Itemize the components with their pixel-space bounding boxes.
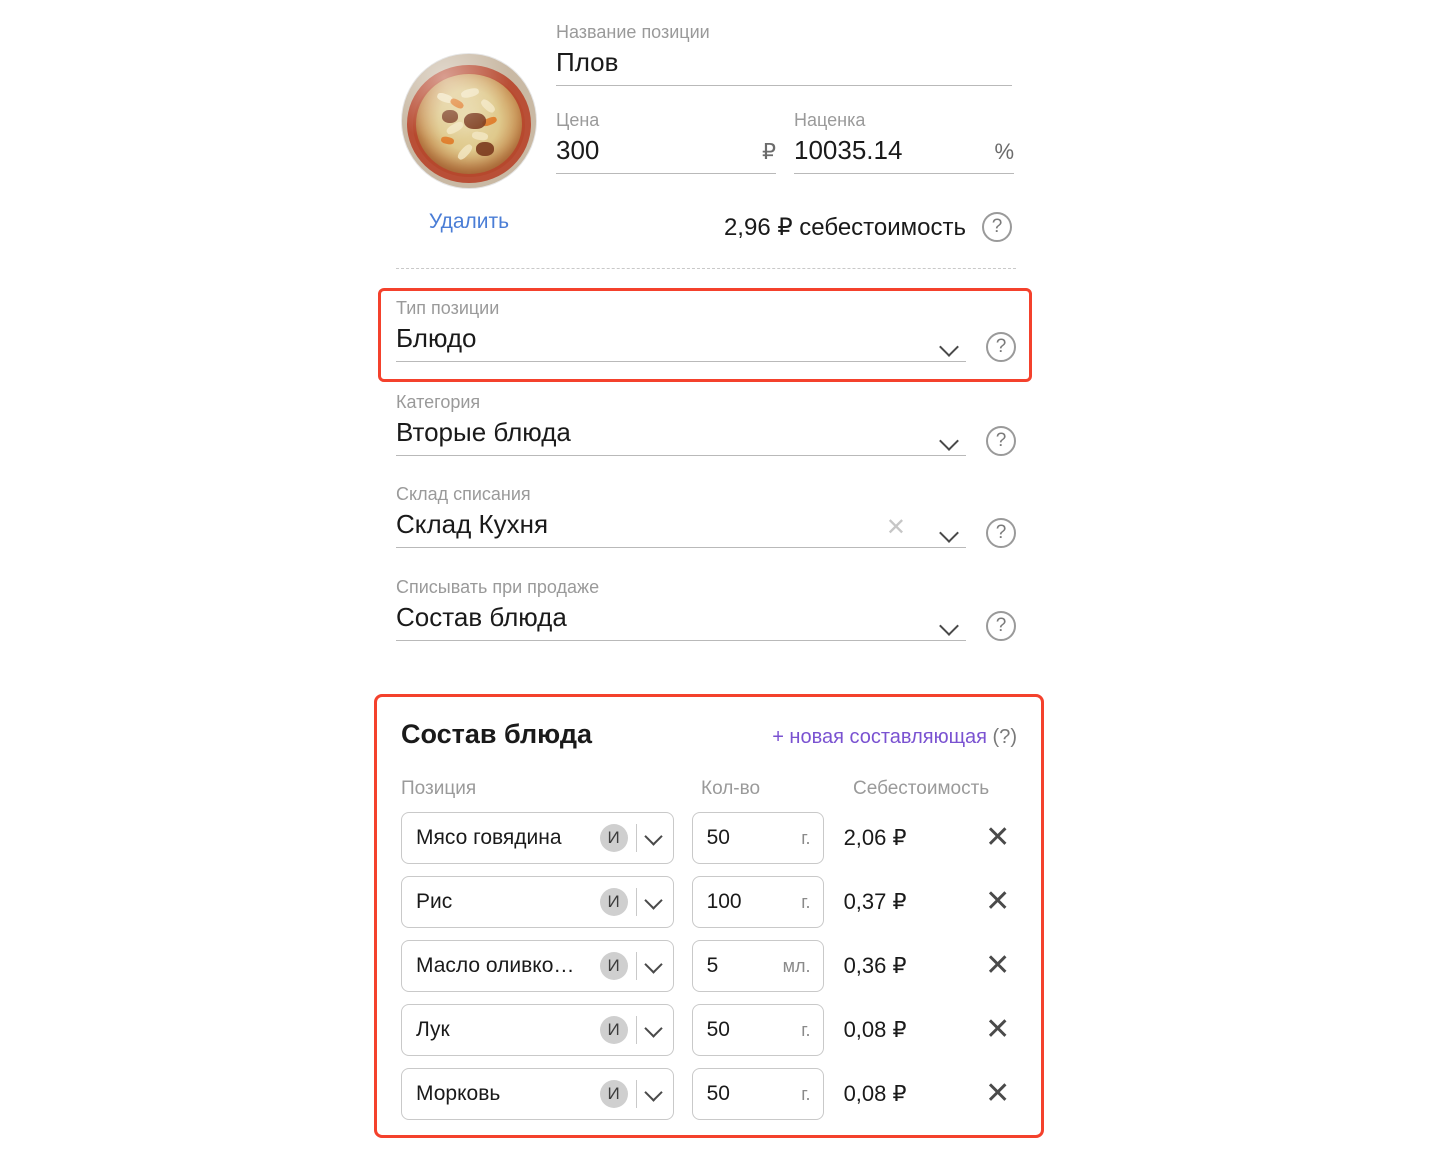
ingredient-cost: 0,08 ₽	[843, 1081, 907, 1106]
quantity-unit: г.	[801, 827, 811, 848]
ingredient-name: Морковь	[416, 1082, 501, 1105]
table-row	[401, 812, 1017, 864]
ingredient-badge-icon: И	[600, 824, 628, 852]
ingredient-select[interactable]	[401, 940, 674, 992]
field-writeoff-mode	[396, 577, 1016, 641]
item-markup-input[interactable]	[794, 133, 1014, 174]
quantity-field[interactable]	[692, 812, 824, 864]
markup-percent-symbol: %	[994, 139, 1014, 164]
chevron-down-icon[interactable]	[645, 1020, 665, 1040]
ingredient-badge-icon: И	[600, 1080, 628, 1108]
chevron-down-icon[interactable]	[942, 340, 960, 350]
quantity-unit: г.	[801, 1083, 811, 1104]
help-icon[interactable]: ?	[982, 212, 1012, 242]
quantity-input[interactable]	[705, 889, 802, 915]
help-icon[interactable]: ?	[986, 426, 1016, 456]
item-name-label: Название позиции	[556, 22, 710, 42]
help-icon[interactable]: ?	[986, 611, 1016, 641]
item-name-input[interactable]	[556, 45, 1012, 86]
ingredient-select[interactable]	[401, 812, 674, 864]
ingredient-cost: 0,36 ₽	[843, 953, 907, 978]
ingredient-select[interactable]	[401, 1004, 674, 1056]
ingredient-select[interactable]	[401, 1068, 674, 1120]
column-header-cost: Себестоимость	[853, 778, 990, 799]
delete-item-link[interactable]: Удалить	[428, 210, 510, 233]
quantity-unit: мл.	[782, 955, 811, 976]
remove-ingredient-icon[interactable]: ✕	[985, 1077, 1011, 1110]
divider-icon	[636, 888, 637, 916]
ingredient-badge-icon: И	[600, 952, 628, 980]
writeoff-select[interactable]	[396, 577, 966, 641]
item-markup-field	[794, 110, 1014, 174]
category-select-label: Категория	[396, 392, 481, 412]
column-header-quantity: Кол-во	[701, 778, 761, 799]
item-markup-label: Наценка	[794, 110, 866, 130]
help-icon[interactable]: ?	[986, 332, 1016, 362]
help-icon[interactable]: (?)	[992, 726, 1017, 748]
item-image-column	[396, 54, 542, 234]
chevron-down-icon[interactable]	[645, 892, 665, 912]
store-select-label: Склад списания	[396, 484, 531, 504]
dish-photo	[402, 54, 536, 188]
type-select-label: Тип позиции	[396, 298, 500, 318]
ingredient-name: Лук	[416, 1018, 450, 1041]
composition-panel	[374, 694, 1044, 1138]
ingredient-cost: 0,08 ₽	[843, 1017, 907, 1042]
add-ingredient-label: + новая составляющая	[772, 726, 987, 748]
store-select-value[interactable]: Склад Кухня	[396, 507, 966, 548]
chevron-down-icon[interactable]	[645, 828, 665, 848]
table-row	[401, 876, 1017, 928]
quantity-unit: г.	[801, 891, 811, 912]
quantity-field[interactable]	[692, 1004, 824, 1056]
price-currency-symbol: ₽	[762, 139, 776, 164]
quantity-input[interactable]	[705, 953, 783, 979]
remove-ingredient-icon[interactable]: ✕	[985, 1013, 1011, 1046]
ingredient-name: Масло оливко…	[416, 954, 575, 977]
add-ingredient-link[interactable]	[772, 726, 1017, 749]
chevron-down-icon[interactable]	[645, 1084, 665, 1104]
item-cost-row	[556, 212, 1012, 242]
help-icon[interactable]: ?	[986, 518, 1016, 548]
composition-column-headers	[401, 778, 1017, 800]
table-row	[401, 1004, 1017, 1056]
item-price-input[interactable]	[556, 133, 776, 174]
section-divider	[396, 268, 1016, 269]
ingredient-badge-icon: И	[600, 888, 628, 916]
divider-icon	[636, 1080, 637, 1108]
quantity-field[interactable]	[692, 876, 824, 928]
quantity-input[interactable]	[705, 825, 802, 851]
field-type-position	[396, 298, 1016, 362]
category-select[interactable]	[396, 392, 966, 456]
column-header-position: Позиция	[401, 778, 477, 799]
composition-title: Состав блюда	[401, 719, 593, 749]
divider-icon	[636, 952, 637, 980]
remove-ingredient-icon[interactable]: ✕	[985, 949, 1011, 982]
ingredient-cost: 0,37 ₽	[843, 889, 907, 914]
store-select[interactable]	[396, 484, 966, 548]
ingredient-cost: 2,06 ₽	[843, 825, 907, 850]
writeoff-select-value[interactable]: Состав блюда	[396, 600, 966, 641]
type-select[interactable]	[396, 298, 966, 362]
item-price-label: Цена	[556, 110, 600, 130]
chevron-down-icon[interactable]	[942, 526, 960, 536]
table-row	[401, 1068, 1017, 1120]
field-store	[396, 484, 1016, 548]
chevron-down-icon[interactable]	[942, 619, 960, 629]
quantity-field[interactable]	[692, 1068, 824, 1120]
clear-icon[interactable]: ✕	[885, 514, 906, 541]
field-category	[396, 392, 1016, 456]
table-row	[401, 940, 1017, 992]
quantity-unit: г.	[801, 1019, 811, 1040]
remove-ingredient-icon[interactable]: ✕	[985, 821, 1011, 854]
chevron-down-icon[interactable]	[942, 434, 960, 444]
item-price-field	[556, 110, 776, 174]
quantity-input[interactable]	[705, 1081, 802, 1107]
quantity-input[interactable]	[705, 1017, 802, 1043]
chevron-down-icon[interactable]	[645, 956, 665, 976]
writeoff-select-label: Списывать при продаже	[396, 577, 600, 597]
ingredient-name: Рис	[416, 890, 453, 913]
item-name-field	[556, 22, 1012, 86]
ingredient-select[interactable]	[401, 876, 674, 928]
quantity-field[interactable]	[692, 940, 824, 992]
ingredient-name: Мясо говядина	[416, 826, 562, 849]
remove-ingredient-icon[interactable]: ✕	[985, 885, 1011, 918]
category-select-value[interactable]: Вторые блюда	[396, 415, 966, 456]
item-cost-value: 2,96 ₽ себестоимость	[723, 213, 966, 241]
divider-icon	[636, 824, 637, 852]
divider-icon	[636, 1016, 637, 1044]
type-select-value[interactable]: Блюдо	[396, 321, 966, 362]
composition-header	[401, 719, 1017, 750]
ingredient-badge-icon: И	[600, 1016, 628, 1044]
